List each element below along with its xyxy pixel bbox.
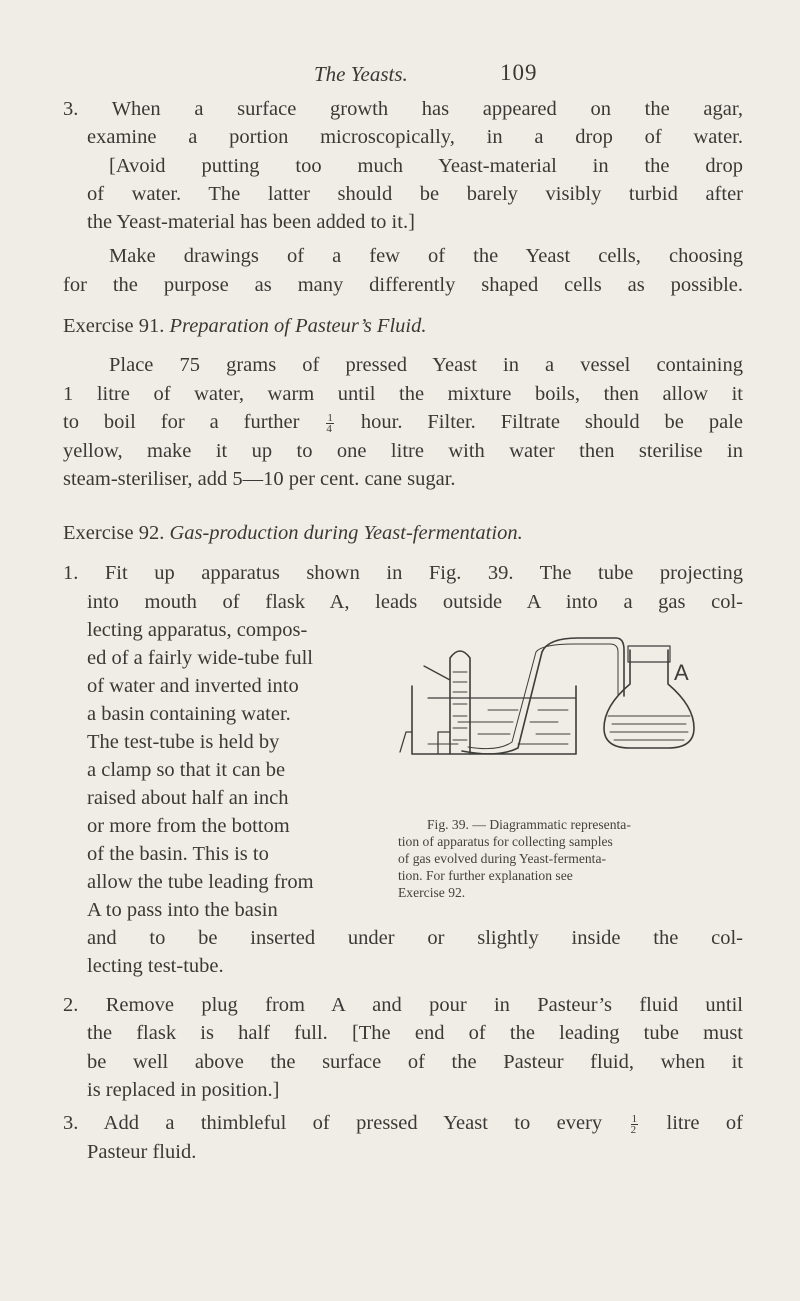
body-line: the flask is half full. [The end of the leading tube must <box>87 1022 743 1044</box>
body-line: lecting test-tube. <box>87 955 224 977</box>
body-line: A to pass into the basin <box>87 899 278 921</box>
body-line: and to be inserted under or slightly inside the col- <box>87 927 743 949</box>
exercise-label: Exercise 92. <box>63 522 165 544</box>
body-line: allow the tube leading from <box>87 871 314 893</box>
text-fragment: hour. Filter. Filtrate should be pale <box>360 411 744 433</box>
figure-caption-line: Fig. 39. — Diagrammatic representa- <box>427 817 631 832</box>
exercise-title: Preparation of Pasteur’s Fluid. <box>169 315 427 337</box>
body-line: raised about half an inch <box>87 787 289 809</box>
body-line: The test-tube is held by <box>87 731 280 753</box>
body-line: a basin containing water. <box>87 703 291 725</box>
body-line: into mouth of flask A, leads outside A into a gas col- <box>87 591 743 613</box>
body-line: be well above the surface of the Pasteur fluid, when it <box>87 1051 743 1073</box>
body-line <box>63 409 743 435</box>
figure-caption-line: tion. For further explanation see <box>398 868 573 883</box>
body-line: examine a portion microscopically, in a drop of water. <box>87 126 743 148</box>
body-line: 1. Fit up apparatus shown in Fig. 39. The tube projecting <box>63 562 743 584</box>
body-line: Place 75 grams of pressed Yeast in a vessel containing <box>109 354 743 376</box>
flask-plug <box>628 646 670 662</box>
body-line: a clamp so that it can be <box>87 759 286 781</box>
body-line: for the purpose as many differently shaped cells as possible. <box>63 274 743 296</box>
body-line: the Yeast-material has been added to it.] <box>87 211 415 233</box>
body-line: of water and inverted into <box>87 675 299 697</box>
body-line: yellow, make it up to one litre with water then sterilise in <box>63 440 743 462</box>
exercise-title: Gas-production during Yeast-fermentation. <box>169 522 523 544</box>
leading-tube <box>462 638 624 754</box>
flask-liquid-lines <box>608 716 690 740</box>
text-fragment: 3. Add a thimbleful of pressed Yeast to every <box>63 1112 603 1134</box>
body-line: Pasteur fluid. <box>87 1141 197 1163</box>
clamp <box>400 666 450 754</box>
exercise-91-heading <box>63 313 426 339</box>
body-line <box>63 1110 743 1136</box>
body-line: Make drawings of a few of the Yeast cells, choosing <box>109 245 743 267</box>
leading-tube-inner <box>468 644 618 749</box>
body-line: of the basin. This is to <box>87 843 269 865</box>
figure-caption-line: Exercise 92. <box>398 885 466 900</box>
collecting-tube <box>450 651 470 754</box>
fraction-half: $\frac{1}{2}$ <box>630 1112 638 1136</box>
exercise-92-heading <box>63 520 523 546</box>
text-fragment: litre of <box>666 1112 743 1134</box>
body-line: 3. When a surface growth has appeared on the agar, <box>63 98 743 120</box>
fraction-quarter: $\frac{1}{4}$ <box>326 411 333 435</box>
running-title: The Yeasts. <box>314 62 408 86</box>
exercise-label: Exercise 91. <box>63 315 165 337</box>
body-line: [Avoid putting too much Yeast-material in the drop <box>109 155 743 177</box>
body-line: of water. The latter should be barely visibly turbid after <box>87 183 743 205</box>
body-line: 2. Remove plug from A and pour in Pasteur’s fluid until <box>63 994 743 1016</box>
figure-caption-line: of gas evolved during Yeast-fermenta- <box>398 851 607 866</box>
page-number: 109 <box>500 60 538 85</box>
page-header <box>0 62 800 92</box>
tube-water-lines <box>453 672 467 740</box>
body-line: lecting apparatus, compos- <box>87 619 308 641</box>
body-line: or more from the bottom <box>87 815 290 837</box>
body-line: steam-steriliser, add 5—10 per cent. cane sugar. <box>63 468 456 490</box>
body-line: ed of a fairly wide-tube full <box>87 647 313 669</box>
body-line: is replaced in position.] <box>87 1079 280 1101</box>
flask-label-A: A <box>674 660 689 685</box>
body-line: 1 litre of water, warm until the mixture boils, then allow it <box>63 383 743 405</box>
figure-caption-line: tion of apparatus for collecting samples <box>398 834 613 849</box>
apparatus-diagram <box>398 636 768 816</box>
text-fragment: to boil for a further <box>63 411 300 433</box>
